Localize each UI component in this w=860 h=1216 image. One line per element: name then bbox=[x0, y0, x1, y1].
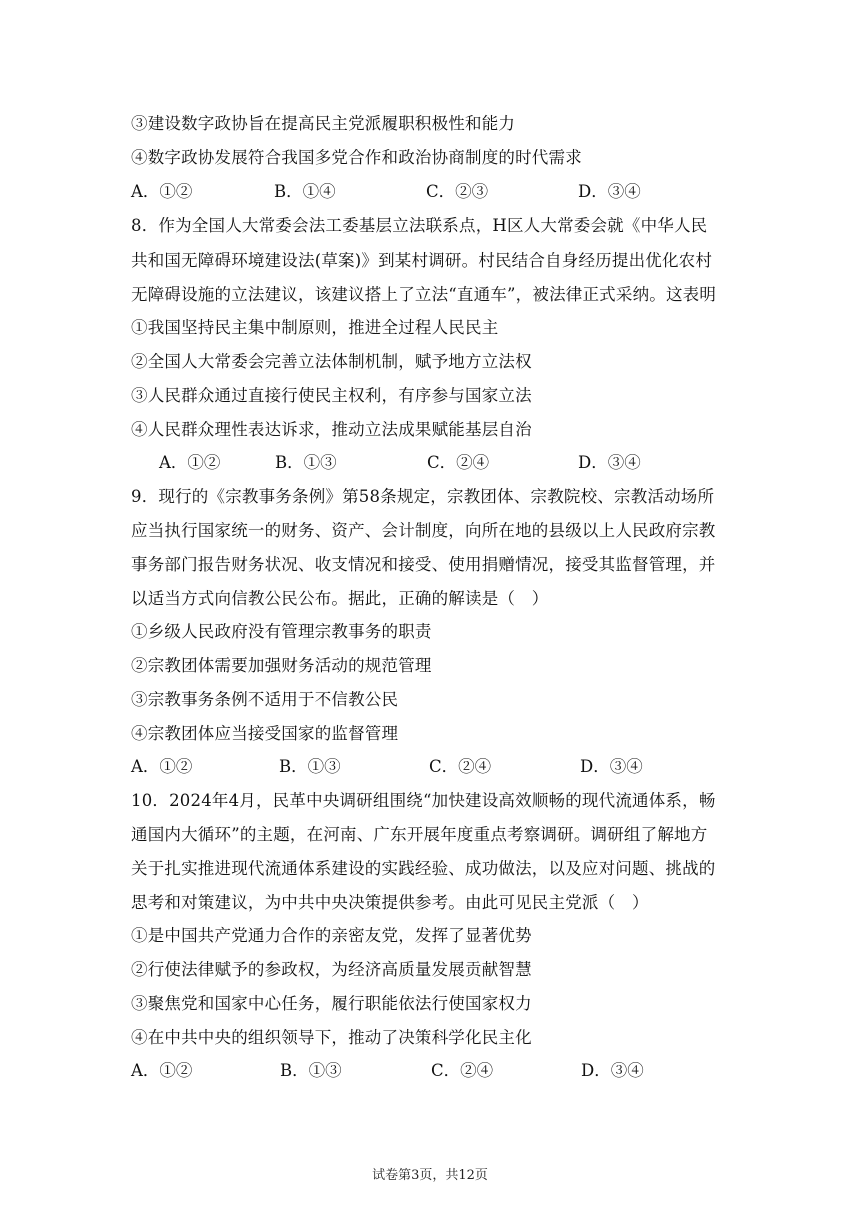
q10-stem-line-4: 思考和对策建议，为中共中央决策提供参考。由此可见民主党派（ ） bbox=[131, 893, 649, 912]
q10-stem-line-1: 10．2024年4月，民革中央调研组围绕“加快建设高效顺畅的现代流通体系，畅 bbox=[131, 791, 716, 810]
q10-options bbox=[131, 1060, 731, 1082]
q8-stem-line-1: 8．作为全国人大常委会法工委基层立法联系点，H区人大常委会就《中华人民 bbox=[131, 216, 708, 235]
q10-statement-3: ③聚焦党和国家中心任务，履行职能依法行使国家权力 bbox=[131, 994, 532, 1013]
q10-statement-4: ④在中共中央的组织领导下，推动了决策科学化民主化 bbox=[131, 1028, 532, 1047]
q7-options bbox=[131, 181, 731, 203]
q7-statement-4: ④数字政协发展符合我国多党合作和政治协商制度的时代需求 bbox=[131, 148, 582, 167]
q10-stem-line-3: 关于扎实推进现代流通体系建设的实践经验、成功做法，以及应对问题、挑战的 bbox=[131, 859, 716, 878]
q8-stem-line-2: 共和国无障碍环境建设法(草案)》到某村调研。村民结合自身经历提出优化农村 bbox=[131, 251, 713, 270]
q9-option-c[interactable]: C．②④ bbox=[429, 757, 492, 776]
q10-stem-line-2: 通国内大循环”的主题，在河南、广东开展年度重点考察调研。调研组了解地方 bbox=[131, 825, 708, 844]
q9-stem-line-4: 以适当方式向信教公民公布。据此，正确的解读是（ ） bbox=[131, 589, 549, 608]
q9-statement-4: ④宗教团体应当接受国家的监督管理 bbox=[131, 724, 399, 743]
page-footer: 试卷第3页，共12页 bbox=[372, 1168, 488, 1183]
q10-option-a[interactable]: A．①② bbox=[131, 1061, 193, 1080]
q8-stem-line-3: 无障碍设施的立法建议，该建议搭上了立法“直通车”，被法律正式采纳。这表明 bbox=[131, 285, 717, 304]
q9-stem-line-1: 9．现行的《宗教事务条例》第58条规定，宗教团体、宗教院校、宗教活动场所 bbox=[131, 487, 715, 506]
q9-option-d[interactable]: D．③④ bbox=[580, 757, 643, 776]
q7-statement-3: ③建设数字政协旨在提高民主党派履职积极性和能力 bbox=[131, 114, 516, 133]
q9-stem-line-2: 应当执行国家统一的财务、资产、会计制度，向所在地的县级以上人民政府宗教 bbox=[131, 521, 716, 540]
q7-option-a[interactable]: A．①② bbox=[131, 182, 193, 201]
q7-option-b[interactable]: B．①④ bbox=[274, 182, 336, 201]
q9-option-b[interactable]: B．①③ bbox=[279, 757, 341, 776]
q7-option-d[interactable]: D．③④ bbox=[578, 182, 641, 201]
q8-statement-3: ③人民群众通过直接行使民主权利，有序参与国家立法 bbox=[131, 386, 532, 405]
q9-stem-line-3: 事务部门报告财务状况、收支情况和接受、使用捐赠情况，接受其监督管理，并 bbox=[131, 555, 716, 574]
q10-option-d[interactable]: D．③④ bbox=[581, 1061, 644, 1080]
q9-statement-3: ③宗教事务条例不适用于不信教公民 bbox=[131, 690, 399, 709]
q10-statement-2: ②行使法律赋予的参政权，为经济高质量发展贡献智慧 bbox=[131, 960, 532, 979]
q8-statement-2: ②全国人大常委会完善立法体制机制，赋予地方立法权 bbox=[131, 352, 532, 371]
q10-option-b[interactable]: B．①③ bbox=[280, 1061, 342, 1080]
q9-statement-1: ①乡级人民政府没有管理宗教事务的职责 bbox=[131, 622, 432, 641]
q7-option-c[interactable]: C．②③ bbox=[426, 182, 489, 201]
q8-statement-1: ①我国坚持民主集中制原则，推进全过程人民民主 bbox=[131, 318, 499, 337]
q9-statement-2: ②宗教团体需要加强财务活动的规范管理 bbox=[131, 656, 432, 675]
q8-options bbox=[131, 452, 731, 474]
q9-option-a[interactable]: A．①② bbox=[131, 757, 193, 776]
q10-option-c[interactable]: C．②④ bbox=[431, 1061, 494, 1080]
q8-statement-4: ④人民群众理性表达诉求，推动立法成果赋能基层自治 bbox=[131, 420, 532, 439]
q10-statement-1: ①是中国共产党通力合作的亲密友党，发挥了显著优势 bbox=[131, 926, 532, 945]
q9-options bbox=[131, 756, 731, 778]
q8-option-c[interactable]: C．②④ bbox=[427, 453, 490, 472]
q8-option-d[interactable]: D．③④ bbox=[578, 453, 641, 472]
q8-option-b[interactable]: B．①③ bbox=[275, 453, 337, 472]
q8-option-a[interactable]: A．①② bbox=[159, 453, 221, 472]
